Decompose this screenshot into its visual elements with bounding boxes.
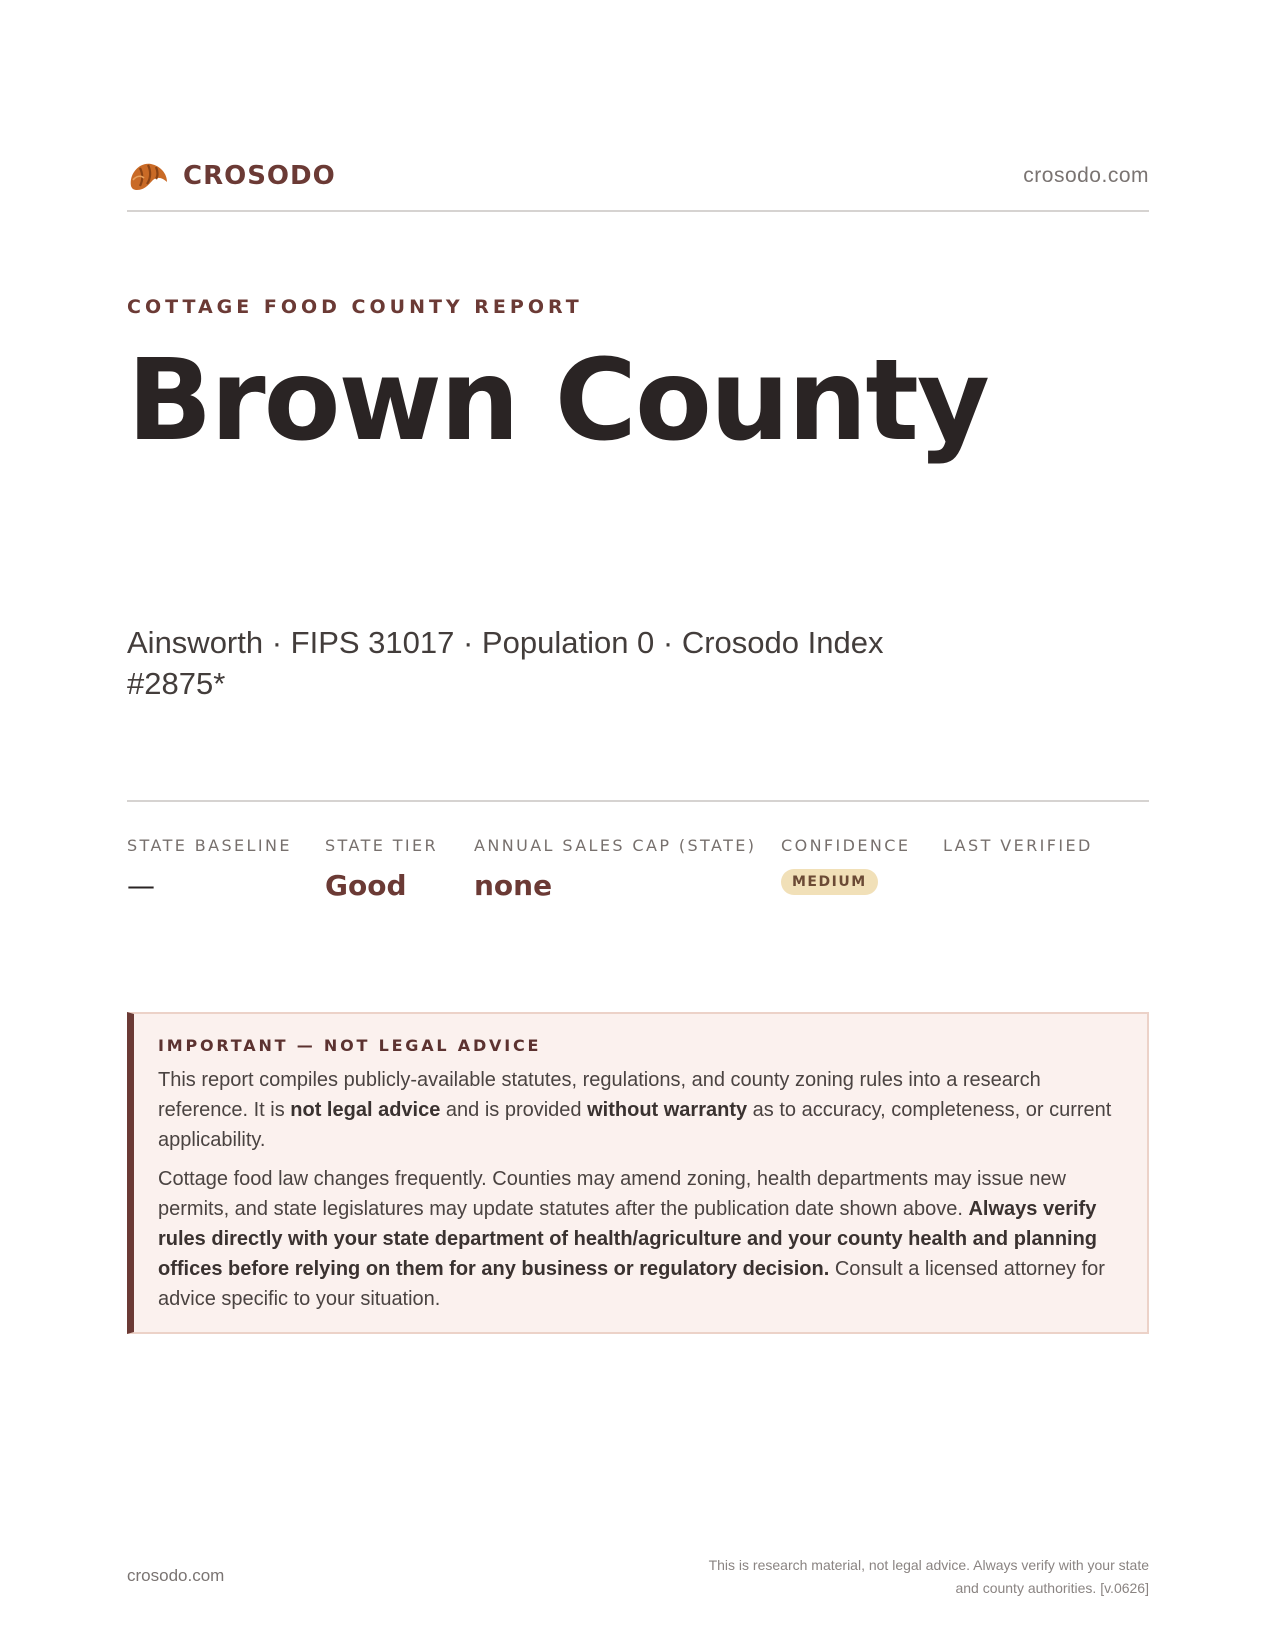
- stat-state-baseline: [127, 836, 292, 902]
- stat-state-tier: [325, 836, 438, 902]
- brand[interactable]: [127, 156, 336, 196]
- stat-label: ANNUAL SALES CAP (STATE): [474, 836, 757, 855]
- county-subtitle: Ainsworth · FIPS 31017 · Population 0 · Crosodo Index #2875*: [127, 625, 884, 701]
- page-header: [127, 156, 1149, 212]
- notice-paragraph-1: [158, 1065, 1123, 1155]
- stat-value: none: [474, 869, 553, 902]
- notice-text: This report compiles publicly-available statutes, regulations, and county zoning rules into a research reference. It is: [158, 1069, 1041, 1121]
- footer-site-link[interactable]: crosodo.com: [127, 1566, 225, 1585]
- notice-emphasis: Always verify rules directly with your state department of health/agriculture and your county health and planning offices before relying on them for any business or regulatory decision.: [158, 1198, 1098, 1280]
- stat-label: STATE BASELINE: [127, 836, 292, 855]
- notice-paragraph-2: [158, 1164, 1123, 1314]
- footer-disclaimer: [629, 1554, 1149, 1600]
- confidence-badge: MEDIUM: [781, 869, 878, 895]
- brand-name: CROSODO: [183, 161, 336, 191]
- stat-confidence: [781, 836, 910, 895]
- site-link[interactable]: crosodo.com: [1023, 164, 1149, 187]
- stat-value: Good: [325, 869, 407, 902]
- notice-title: IMPORTANT — NOT LEGAL ADVICE: [158, 1036, 542, 1055]
- stat-last-verified: [943, 836, 1093, 869]
- stat-label: STATE TIER: [325, 836, 439, 855]
- croissant-icon: [127, 156, 171, 196]
- stat-value: —: [127, 869, 155, 902]
- footer-disclaimer-line: and county authorities. [v.0626]: [955, 1580, 1149, 1596]
- notice-emphasis: without warranty: [587, 1099, 748, 1121]
- notice-text: Consult a licensed attorney for advice specific to your situation.: [158, 1258, 1105, 1310]
- stat-label: LAST VERIFIED: [943, 836, 1093, 855]
- page-title: Brown County: [127, 336, 988, 466]
- notice-text: and is provided: [440, 1099, 588, 1121]
- notice-emphasis: not legal advice: [290, 1099, 441, 1121]
- section-divider: [127, 800, 1149, 802]
- stat-label: CONFIDENCE: [781, 836, 911, 855]
- notice-text: Cottage food law changes frequently. Counties may amend zoning, health departments may issue new permits, and state legislatures may update statutes after the publication date shown above.: [158, 1168, 1066, 1220]
- report-eyebrow: COTTAGE FOOD COUNTY REPORT: [127, 296, 583, 318]
- legal-notice: [127, 1012, 1149, 1334]
- report-page: [127, 0, 1149, 1650]
- notice-text: as to accuracy, completeness, or current applicability.: [158, 1099, 1112, 1151]
- footer-disclaimer-line: This is research material, not legal advice. Always verify with your state: [708, 1557, 1149, 1573]
- stat-annual-sales-cap: [474, 836, 756, 902]
